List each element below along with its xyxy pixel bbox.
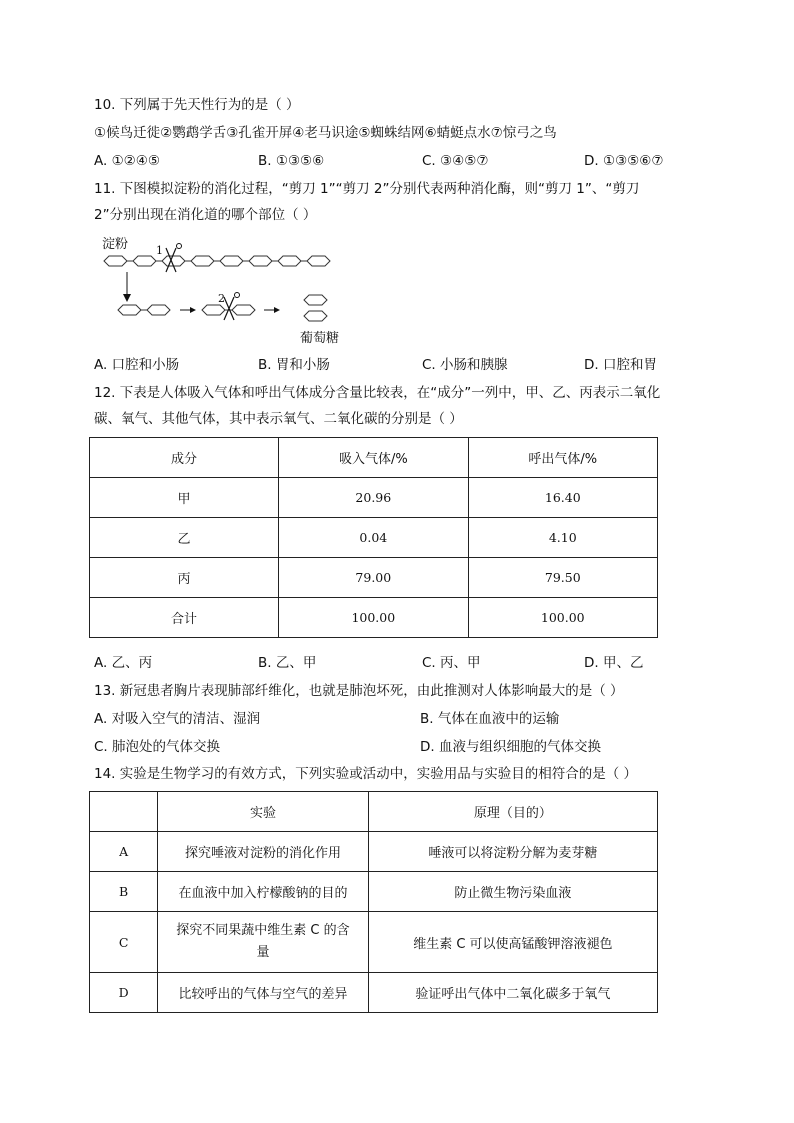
table-cell: 甲 bbox=[90, 478, 279, 518]
table-cell: 16.40 bbox=[468, 478, 657, 518]
q12-stem-line2: 碳、氧气、其他气体，其中表示氧气、二氧化碳的分别是（ ） bbox=[94, 411, 463, 427]
q10-items: ①候鸟迁徙②鹦鹉学舌③孔雀开屏④老马识途⑤蜘蛛结网⑥蜻蜓点水⑦惊弓之鸟 bbox=[94, 125, 557, 141]
table-cell: 在血液中加入柠檬酸钠的目的 bbox=[158, 872, 369, 912]
table-cell: 维生素 C 可以使高锰酸钾溶液褪色 bbox=[368, 912, 657, 973]
table-cell: 验证呼出气体中二氧化碳多于氧气 bbox=[368, 973, 657, 1013]
table-row bbox=[90, 558, 658, 598]
scissors-1-icon bbox=[156, 244, 182, 273]
q14-stem: 14. 实验是生物学习的有效方式，下列实验或活动中，实验用品与实验目的相符合的是（ ） bbox=[94, 766, 638, 782]
right-arrow-1-icon bbox=[180, 307, 196, 313]
table-cell: 0.04 bbox=[279, 518, 468, 558]
q12-option-b[interactable]: B. 乙、甲 bbox=[258, 655, 317, 671]
table-cell: 100.00 bbox=[279, 598, 468, 638]
q10-option-d[interactable]: D. ①③⑤⑥⑦ bbox=[584, 153, 664, 169]
q11-stem-line1: 11. 下图模拟淀粉的消化过程，“剪刀 1”“剪刀 2”分别代表两种消化酶，则“剪刀 1”、“剪刀 bbox=[94, 181, 640, 197]
gas-composition-table bbox=[89, 437, 658, 638]
table-row bbox=[90, 832, 658, 872]
maltose-chain bbox=[118, 305, 170, 315]
header-cell: 实验 bbox=[158, 792, 369, 832]
header-cell: 呼出气体/% bbox=[468, 438, 657, 478]
table-row bbox=[90, 973, 658, 1013]
table-cell: 丙 bbox=[90, 558, 279, 598]
table-cell: 防止微生物污染血液 bbox=[368, 872, 657, 912]
table-cell-option[interactable]: B bbox=[90, 872, 158, 912]
starch-digestion-figure bbox=[96, 232, 366, 352]
q13-option-b[interactable]: B. 气体在血液中的运输 bbox=[420, 711, 560, 727]
table-row bbox=[90, 518, 658, 558]
q13-stem: 13. 新冠患者胸片表现肺部纤维化，也就是肺泡坏死，由此推测对人体影响最大的是（ ） bbox=[94, 683, 624, 699]
table-row bbox=[90, 478, 658, 518]
q13-option-c[interactable]: C. 肺泡处的气体交换 bbox=[94, 739, 221, 755]
q11-option-a[interactable]: A. 口腔和小肠 bbox=[94, 357, 180, 373]
table-row bbox=[90, 872, 658, 912]
table-cell: 合计 bbox=[90, 598, 279, 638]
glucose-molecules bbox=[304, 295, 327, 321]
table-cell: 探究不同果蔬中维生素 C 的含量 bbox=[158, 912, 369, 973]
q12-stem-line1: 12. 下表是人体吸入气体和呼出气体成分含量比较表，在“成分”一列中，甲、乙、丙表示二氧化 bbox=[94, 385, 661, 401]
q13-option-a[interactable]: A. 对吸入空气的清洁、湿润 bbox=[94, 711, 261, 727]
down-arrow-icon bbox=[123, 272, 131, 302]
q11-stem-line2: 2”分别出现在消化道的哪个部位（ ） bbox=[94, 207, 317, 223]
q11-option-d[interactable]: D. 口腔和胃 bbox=[584, 357, 657, 373]
q12-option-d[interactable]: D. 甲、乙 bbox=[584, 655, 644, 671]
table-cell: 20.96 bbox=[279, 478, 468, 518]
experiment-table bbox=[89, 791, 658, 1013]
glucose-label: 葡萄糖 bbox=[300, 331, 340, 346]
header-cell: 原理（目的） bbox=[368, 792, 657, 832]
table-cell-option[interactable]: C bbox=[90, 912, 158, 973]
table-cell: 100.00 bbox=[468, 598, 657, 638]
starch-chain bbox=[104, 256, 330, 266]
q10-option-a[interactable]: A. ①②④⑤ bbox=[94, 153, 160, 169]
header-cell: 吸入气体/% bbox=[279, 438, 468, 478]
scissors-2-number: 2 bbox=[218, 292, 225, 305]
table-header-row bbox=[90, 438, 658, 478]
table-cell: 探究唾液对淀粉的消化作用 bbox=[158, 832, 369, 872]
q12-option-c[interactable]: C. 丙、甲 bbox=[422, 655, 481, 671]
q13-option-d[interactable]: D. 血液与组织细胞的气体交换 bbox=[420, 739, 601, 755]
q10-option-b[interactable]: B. ①③⑤⑥ bbox=[258, 153, 325, 169]
header-cell: 成分 bbox=[90, 438, 279, 478]
table-cell: 比较呼出的气体与空气的差异 bbox=[158, 973, 369, 1013]
header-cell bbox=[90, 792, 158, 832]
q11-option-b[interactable]: B. 胃和小肠 bbox=[258, 357, 330, 373]
table-header-row bbox=[90, 792, 658, 832]
scissors-1-number: 1 bbox=[156, 244, 163, 257]
q10-option-c[interactable]: C. ③④⑤⑦ bbox=[422, 153, 489, 169]
table-cell-option[interactable]: A bbox=[90, 832, 158, 872]
table-cell: 79.00 bbox=[279, 558, 468, 598]
table-cell: 乙 bbox=[90, 518, 279, 558]
q11-option-c[interactable]: C. 小肠和胰腺 bbox=[422, 357, 508, 373]
q10-stem: 10. 下列属于先天性行为的是（ ） bbox=[94, 97, 300, 113]
table-row bbox=[90, 598, 658, 638]
table-cell: 唾液可以将淀粉分解为麦芽糖 bbox=[368, 832, 657, 872]
right-arrow-2-icon bbox=[264, 307, 280, 313]
table-cell: 79.50 bbox=[468, 558, 657, 598]
q12-option-a[interactable]: A. 乙、丙 bbox=[94, 655, 153, 671]
starch-label: 淀粉 bbox=[102, 237, 129, 252]
table-row bbox=[90, 912, 658, 973]
table-cell: 4.10 bbox=[468, 518, 657, 558]
table-cell-option[interactable]: D bbox=[90, 973, 158, 1013]
